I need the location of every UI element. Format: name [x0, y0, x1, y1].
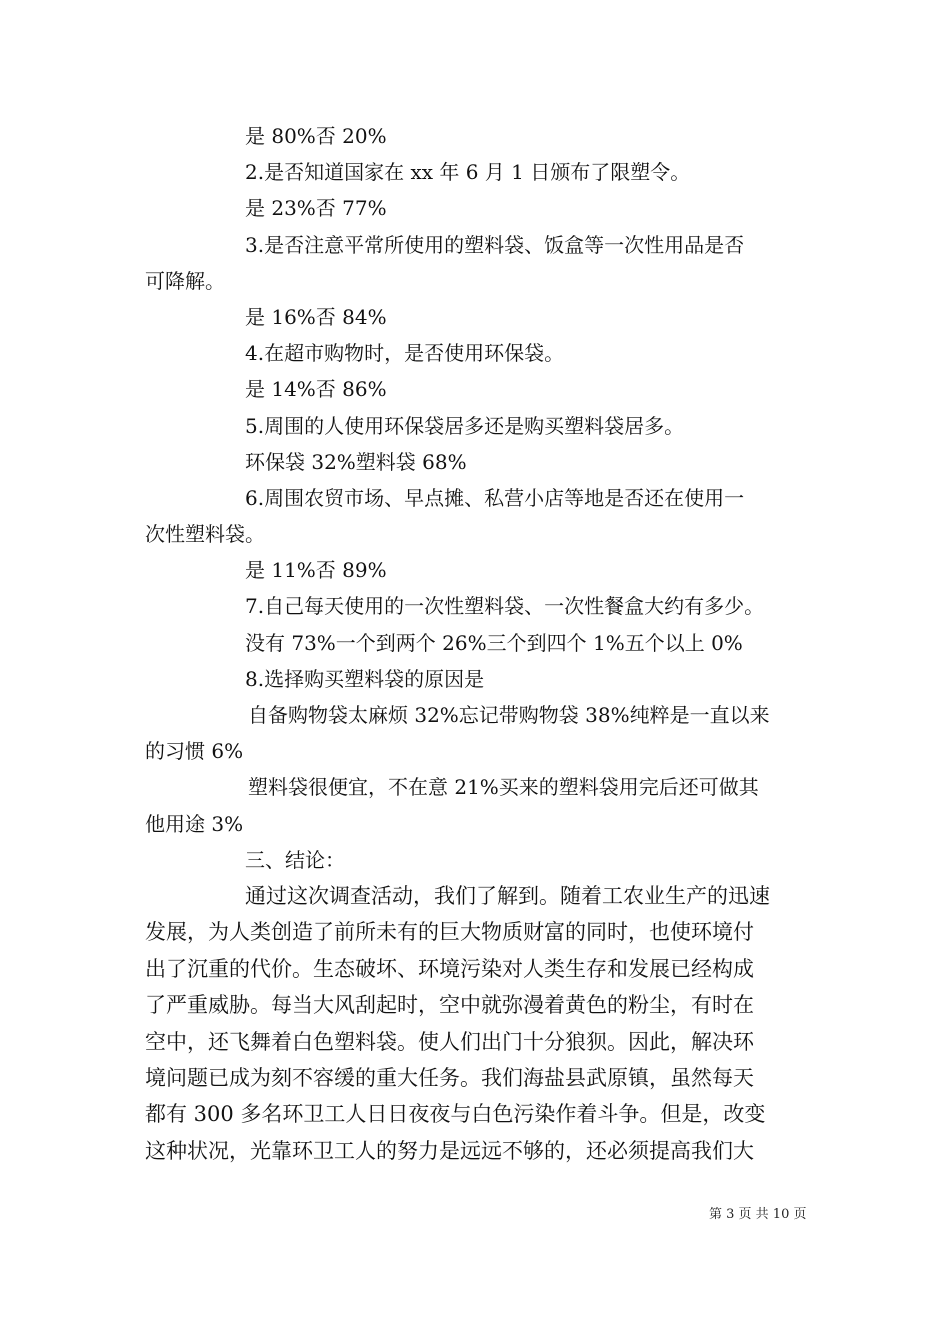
survey-answer-1: 是 80%否 20% [245, 124, 387, 148]
survey-answer-4: 是 14%否 86% [245, 377, 387, 402]
survey-answer-7: 没有 73%一个到两个 26%三个到四个 1%五个以上 0% [245, 630, 743, 655]
conclusion-paragraph-line: 发展，为人类创造了前所未有的巨大物质财富的同时，也使环境付 [145, 920, 754, 945]
conclusion-paragraph-line: 这种状况，光靠环卫工人的努力是远远不够的，还必须提高我们大 [145, 1138, 754, 1163]
survey-answer-8b: 塑料袋很便宜，不在意 21%买来的塑料袋用完后还可做其 [248, 775, 759, 800]
conclusion-paragraph-line: 境问题已成为刻不容缓的重大任务。我们海盐县武原镇，虽然每天 [145, 1065, 754, 1090]
page-number-footer: 第 3 页 共 10 页 [709, 1207, 807, 1222]
page-content [145, 118, 810, 1169]
survey-answer-5: 环保袋 32%塑料袋 68% [245, 449, 467, 474]
survey-answer-8a: 自备购物袋太麻烦 32%忘记带购物袋 38%纯粹是一直以来 [248, 703, 770, 727]
survey-question-5: 5.周围的人使用环保袋居多还是购买塑料袋居多。 [245, 413, 685, 438]
section-heading-conclusion: 三、结论： [245, 847, 345, 872]
survey-answer-8a-cont: 的习惯 6% [145, 739, 244, 764]
conclusion-paragraph-line: 通过这次调查活动，我们了解到。随着工农业生产的迅速 [245, 883, 770, 908]
survey-question-7: 7.自己每天使用的一次性塑料袋、一次性餐盒大约有多少。 [245, 594, 765, 619]
survey-answer-8b-cont: 他用途 3% [145, 811, 244, 836]
survey-question-3-cont: 可降解。 [145, 268, 225, 293]
survey-question-3: 3.是否注意平常所使用的塑料袋、饭盒等一次性用品是否 [245, 232, 745, 257]
conclusion-paragraph-line: 都有 300 多名环卫工人日日夜夜与白色污染作着斗争。但是，改变 [145, 1102, 766, 1127]
conclusion-paragraph-line: 了严重威胁。每当大风刮起时，空中就弥漫着黄色的粉尘，有时在 [145, 993, 754, 1018]
conclusion-paragraph-line: 空中，还飞舞着白色塑料袋。使人们出门十分狼狈。因此，解决环 [145, 1029, 754, 1054]
conclusion-paragraph-line: 出了沉重的代价。生态破坏、环境污染对人类生存和发展已经构成 [145, 956, 754, 981]
survey-question-2: 2.是否知道国家在 xx 年 6 月 1 日颁布了限塑令。 [245, 160, 691, 185]
survey-question-6-cont: 次性塑料袋。 [145, 522, 265, 547]
survey-answer-2: 是 23%否 77% [245, 196, 387, 221]
survey-question-6: 6.周围农贸市场、早点摊、私营小店等地是否还在使用一 [245, 485, 745, 510]
survey-answer-6: 是 11%否 89% [245, 558, 387, 583]
survey-answer-3: 是 16%否 84% [245, 304, 387, 329]
survey-question-4: 4.在超市购物时，是否使用环保袋。 [245, 341, 565, 366]
survey-question-8: 8.选择购买塑料袋的原因是 [245, 666, 485, 691]
